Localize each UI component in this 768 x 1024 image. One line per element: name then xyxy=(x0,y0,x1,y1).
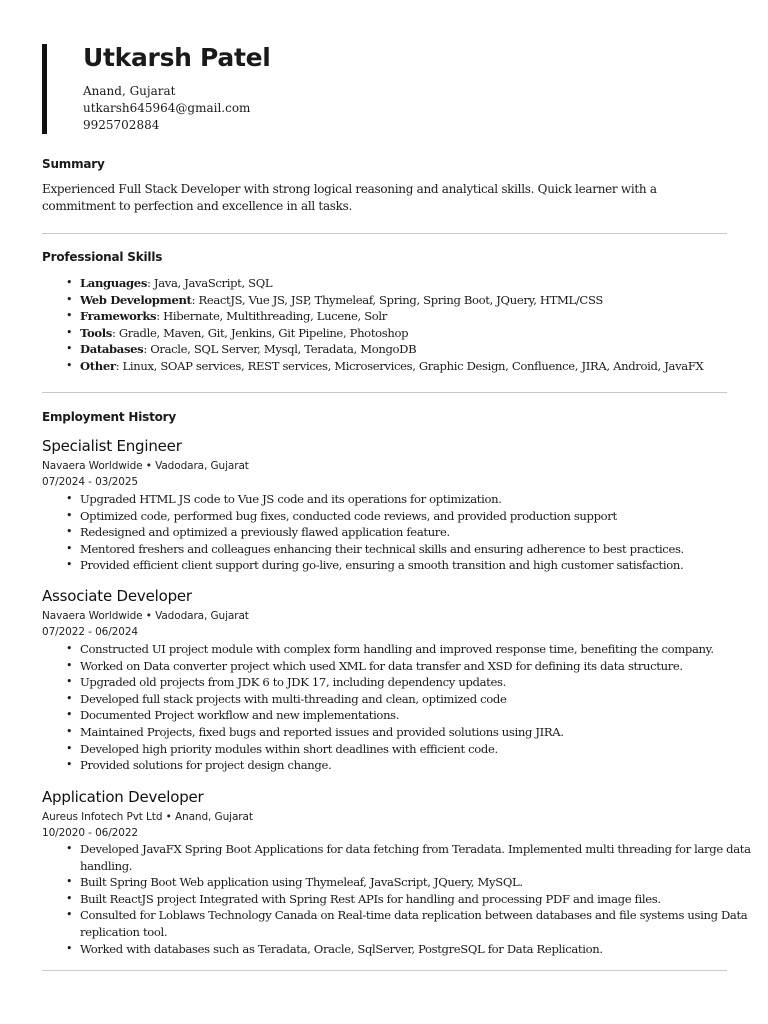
job-bullets xyxy=(42,841,768,957)
skill-item: • Other: Linux, SOAP services, REST services, Microservices, Graphic Design, Confluence, JIRA, Android, JavaFX xyxy=(80,358,768,375)
job-title: Associate Developer xyxy=(42,587,192,605)
job-title: Application Developer xyxy=(42,788,204,806)
list-item: • Built ReactJS project Integrated with Spring Rest APIs for handling and processing PDF and image files. xyxy=(80,891,768,908)
divider xyxy=(42,233,727,234)
summary-text: Experienced Full Stack Developer with strong logical reasoning and analytical skills. Quick learner with a commitment to perfection and excellence in all tasks. xyxy=(42,182,657,213)
job-company: Navaera Worldwide • Vadodara, Gujarat xyxy=(42,460,249,472)
list-item: • Maintained Projects, fixed bugs and reported issues and provided solutions using JIRA. xyxy=(80,724,768,741)
job-dates: 07/2024 - 03/2025 xyxy=(42,476,139,488)
divider xyxy=(42,970,727,971)
skill-item: • Tools: Gradle, Maven, Git, Jenkins, Git Pipeline, Photoshop xyxy=(80,325,768,342)
skill-item: • Web Development: ReactJS, Vue JS, JSP, Thymeleaf, Spring, Spring Boot, JQuery, HTML/CSS xyxy=(80,292,768,309)
resume-header xyxy=(42,44,271,134)
list-item: • Provided efficient client support during go-live, ensuring a smooth transition and high customer satisfaction. xyxy=(80,557,768,574)
list-item: • Optimized code, performed bug fixes, conducted code reviews, and provided production support xyxy=(80,508,768,525)
list-item: • Built Spring Boot Web application using Thymeleaf, JavaScript, JQuery, MySQL. xyxy=(80,874,768,891)
skill-item: • Frameworks: Hibernate, Multithreading, Lucene, Solr xyxy=(80,308,768,325)
list-item: • Documented Project workflow and new implementations. xyxy=(80,707,768,724)
location: Anand, Gujarat xyxy=(83,84,176,98)
list-item: • Developed JavaFX Spring Boot Applications for data fetching from Teradata. Implemented multi threading for large data handling. xyxy=(80,841,768,874)
job-company: Aureus Infotech Pvt Ltd • Anand, Gujarat xyxy=(42,811,253,823)
list-item: • Provided solutions for project design change. xyxy=(80,757,768,774)
list-item: • Developed high priority modules within short deadlines with efficient code. xyxy=(80,741,768,758)
candidate-name: Utkarsh Patel xyxy=(83,43,271,72)
skills-heading: Professional Skills xyxy=(42,250,163,264)
list-item: • Mentored freshers and colleagues enhancing their technical skills and ensuring adherence to best practices. xyxy=(80,541,768,558)
list-item: • Redesigned and optimized a previously flawed application feature. xyxy=(80,524,768,541)
list-item: • Worked on Data converter project which used XML for data transfer and XSD for defining its data structure. xyxy=(80,658,768,675)
email: utkarsh645964@gmail.com xyxy=(83,101,251,115)
job-title: Specialist Engineer xyxy=(42,437,182,455)
skills-list xyxy=(42,275,768,375)
job-dates: 10/2020 - 06/2022 xyxy=(42,827,139,839)
job-dates: 07/2022 - 06/2024 xyxy=(42,626,139,638)
skill-item: • Languages: Java, JavaScript, SQL xyxy=(80,275,768,292)
contact-block xyxy=(83,83,271,134)
skill-item: • Databases: Oracle, SQL Server, Mysql, Teradata, MongoDB xyxy=(80,341,768,358)
job-company: Navaera Worldwide • Vadodara, Gujarat xyxy=(42,610,249,622)
divider xyxy=(42,392,727,393)
list-item: • Worked with databases such as Teradata, Oracle, SqlServer, PostgreSQL for Data Replication. xyxy=(80,941,768,958)
list-item: • Developed full stack projects with multi-threading and clean, optimized code xyxy=(80,691,768,708)
list-item: • Upgraded old projects from JDK 6 to JDK 17, including dependency updates. xyxy=(80,674,768,691)
phone: 9925702884 xyxy=(83,118,160,132)
summary-heading: Summary xyxy=(42,157,105,171)
list-item: • Constructed UI project module with complex form handling and improved response time, benefiting the company. xyxy=(80,641,768,658)
job-bullets xyxy=(42,491,768,574)
employment-heading: Employment History xyxy=(42,410,176,424)
job-bullets xyxy=(42,641,768,774)
list-item: • Consulted for Loblaws Technology Canada on Real-time data replication between databases and file systems using Data replication tool. xyxy=(80,907,768,940)
list-item: • Upgraded HTML JS code to Vue JS code and its operations for optimization. xyxy=(80,491,768,508)
